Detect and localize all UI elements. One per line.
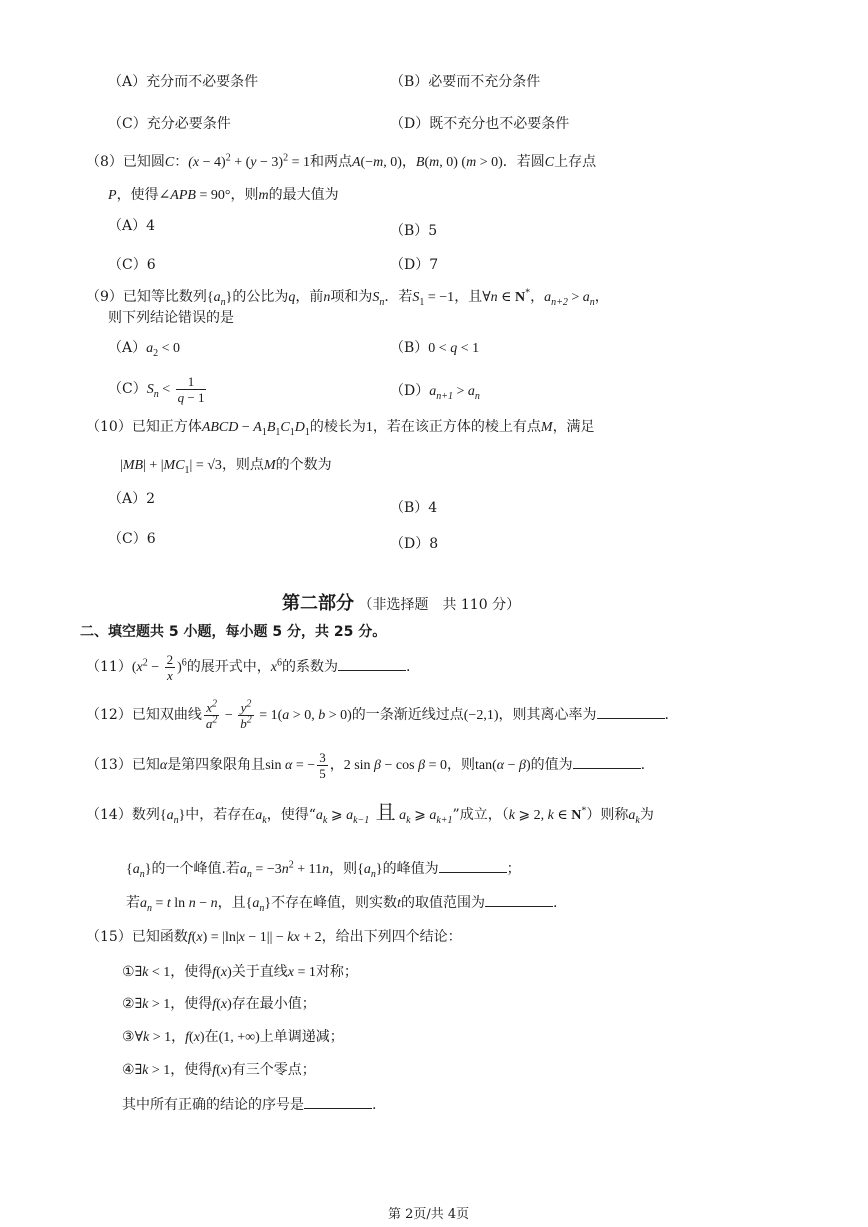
- q8-number: （8）: [86, 154, 123, 170]
- q7-option-a: （A）充分而不必要条件: [108, 74, 259, 90]
- q14-number: （14）: [86, 807, 132, 823]
- q15-final-line: 其中所有正确的结论的序号是 .: [122, 1094, 376, 1114]
- part2-subtitle: （非选择题 共 110 分）: [358, 597, 521, 613]
- q14-answer-blank-1[interactable]: [439, 858, 507, 873]
- q14-stem-line1: （14）数列$\{a_n\}$中，若存在$a_k$，使得“$a_k$ ⩾ $a_{k-1}$ 且 $a_k$ ⩾ $a_{k+1}$”成立，（k ⩾ 2, k ∈ N*）则称$a_k$为: [86, 800, 654, 826]
- q9-option-b: （B）0 < q < 1: [390, 340, 480, 356]
- q12-answer-blank[interactable]: [597, 704, 665, 719]
- q7-option-d: （D）既不充分也不必要条件: [390, 116, 570, 132]
- q10-option-a: （A）2: [108, 491, 156, 507]
- q15-item-4: ④∃k > 1，使得f(x)有三个零点；: [122, 1062, 316, 1078]
- q14-stem-line2: $\{a_n\}$的一个峰值.若$a_n = -3n^2 + 11n$，则$\{a_n\}$的峰值为 ；: [126, 859, 521, 880]
- q9-option-c: $(C)S_n$ < $\frac{1}{q - 1}$: [108, 373, 205, 405]
- q11-stem: $(11)(x^2$ − $\frac{2}{x}$ )$^6$的展开式中，$x^6$的系数为 .: [86, 651, 411, 683]
- q8-option-a: （A）4: [108, 218, 156, 234]
- q15-number: （15）: [86, 929, 132, 945]
- q9-option-a: $(A)a_2 < 0$: [108, 340, 181, 359]
- page-footer: 第 2页/共 4页: [388, 1207, 470, 1222]
- q9-option-d: $(D)a_{n+1} > a_n$: [390, 383, 480, 402]
- q9-stem-line1: （9）已知等比数列$\{a_n\}$的公比为q，前n项和为$S_n$．若$S_1 = -1$，且∀n ∈ N*，$a_{n+2} > a_n$，: [86, 287, 609, 308]
- q10-stem-line2: $|MB| + |MC_1| = √3$，则点M的个数为: [120, 457, 332, 476]
- q10-option-c: （C）6: [108, 531, 156, 547]
- q13-number: （13）: [86, 757, 132, 773]
- q13-stem: （13）已知α是第四象限角且sin α = − $\frac{3}{5}$ ，2 sin β − cos β = 0，则tan(α − β)的值为 .: [86, 749, 646, 781]
- q10-option-b: （B）4: [390, 500, 438, 516]
- q13-answer-blank[interactable]: [573, 754, 641, 769]
- q15-item-3: ③∀k > 1，f(x)在(1, +∞)上单调递减；: [122, 1029, 344, 1045]
- q8-stem-line2: P，使得∠APB = 90°，则m的最大值为: [108, 187, 339, 203]
- q12-stem: （12）已知双曲线 $\frac{x^2}{a^2}$ − $\frac{y^2}{b^2}$ = 1(a > 0, b > 0)的一条渐近线过点(−2,1)，则其离心率为 .: [86, 698, 669, 731]
- section2-heading: 二、填空题共 5 小题，每小题 5 分，共 25 分。: [80, 624, 387, 640]
- q14-answer-blank-2[interactable]: [485, 892, 553, 907]
- q9-stem-line2: 则下列结论错误的是: [108, 310, 234, 326]
- q10-stem-line1: （10）已知正方体ABCD − $A_1B_1C_1D_1$的棱长为1，若在该正方体的棱上有点M，满足: [86, 419, 595, 438]
- q11-number: （11）: [86, 659, 132, 675]
- q11-answer-blank[interactable]: [338, 656, 406, 671]
- part2-title: 第二部分 （非选择题 共 110 分）: [282, 593, 521, 614]
- q9-number: （9）: [86, 289, 123, 305]
- q8-option-d: （D）7: [390, 257, 439, 273]
- q7-option-b: （B）必要而不充分条件: [390, 74, 541, 90]
- q10-option-d: （D）8: [390, 536, 439, 552]
- q15-item-2: ②∃k > 1，使得f(x)存在最小值；: [122, 996, 316, 1012]
- q7-option-c: （C）充分必要条件: [108, 116, 231, 132]
- q14-stem-line3: 若$a_n = t$ ln n − n，且$\{a_n\}$不存在峰值，则实数t的取值范围为 .: [126, 892, 557, 913]
- q8-stem-line1: （8）已知圆C：$(x - 4)^2 + (y - 3)^2 = 1$和两点A(−m, 0)，B(m, 0) (m > 0)．若圆C上存点: [86, 152, 597, 170]
- q8-option-c: （C）6: [108, 257, 156, 273]
- q15-answer-blank[interactable]: [304, 1094, 372, 1109]
- q12-number: （12）: [86, 707, 132, 723]
- q15-item-1: ①∃k < 1，使得f(x)关于直线x = 1对称；: [122, 964, 358, 980]
- q15-stem-line1: （15）已知函数f(x) = |ln|x − 1|| − kx + 2，给出下列四个结论：: [86, 929, 462, 945]
- q8-option-b: （B）5: [390, 223, 438, 239]
- q10-number: （10）: [86, 419, 132, 435]
